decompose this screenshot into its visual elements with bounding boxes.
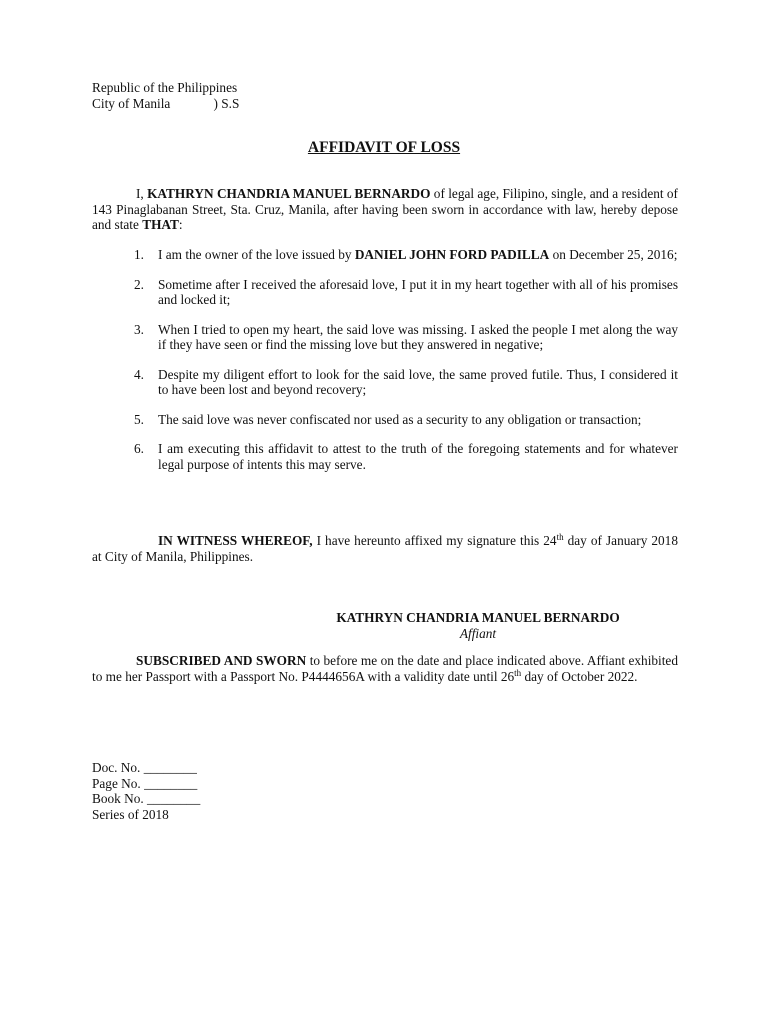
item-number: 5. [134,411,144,427]
item-text: I am executing this affidavit to attest to the truth of the foregoing statements and for whatever legal purpose of intents this may serve. [158,441,678,472]
list-item [134,441,678,472]
jurat-ordinal: th [514,667,522,678]
list-item [134,277,678,308]
witness-lead: IN WITNESS WHEREOF, [158,533,313,548]
page-number: Page No. ________ [92,775,198,791]
affiant-name-intro: KATHRYN CHANDRIA MANUEL BERNARDO [147,186,431,201]
item-number: 4. [134,366,144,382]
intro-post: of legal age, Filipino, single, and a resident of 143 Pinaglabanan Street, Sta. Cruz, Manila, after having been sworn in accordance with law, hereby depose and state [92,186,678,232]
item-text: The said love was never confiscated nor used as a security to any obligation or transaction; [158,411,642,427]
item-text: Despite my diligent effort to look for the said love, the same proved futile. Thus, I considered it to have been lost and beyond recovery; [158,366,678,397]
list-item [134,367,678,398]
item-number: 2. [134,276,144,292]
intro-paragraph [92,186,678,233]
intro-that: THAT [142,217,179,232]
jurat-paragraph [92,653,678,684]
item-text: Sometime after I received the aforesaid love, I put it in my heart together with all of his promises and locked it; [158,276,678,307]
book-number: Book No. ________ [92,791,201,806]
intro-pre: I, [136,186,148,201]
witness-paragraph [92,533,678,564]
item-text: When I tried to open my heart, the said love was missing. I asked the people I met along the way if they have seen or find the missing love but they answered in negative; [158,321,678,352]
item-text: on December 25, 2016; [549,247,678,262]
item-number: 3. [134,321,144,337]
list-item [134,322,678,353]
document-title: AFFIDAVIT OF LOSS [307,139,461,156]
affiant-name: KATHRYN CHANDRIA MANUEL BERNARDO [336,610,620,625]
series-year: Series of 2018 [92,806,169,822]
list-item [134,412,678,428]
intro-colon: : [178,217,183,232]
doc-number: Doc. No. ________ [92,760,197,775]
jurat-text: to before me on the date and place indicated above. Affiant exhibited to me her Passport with a Passport No. P4444656A with a validity date until 26 [92,653,678,684]
witness-ordinal: th [556,532,564,542]
item-number: 1. [134,247,144,262]
jurat-text-end: day of October 2022. [521,668,638,684]
affiant-role: Affiant [459,625,497,641]
document-header [92,80,392,111]
affiant-signature-block [300,610,656,641]
witness-text-end: day of January 2018 at City of Manila, Philippines. [92,533,678,564]
item-number: 6. [134,441,144,456]
notarial-register [92,760,292,822]
header-republic: Republic of the Philippines [92,80,238,95]
jurat-lead: SUBSCRIBED AND SWORN [136,653,307,668]
witness-text: I have hereunto affixed my signature this 24 [312,533,557,548]
item-text: I am the owner of the love issued by [158,247,355,262]
issuer-name: DANIEL JOHN FORD PADILLA [354,247,550,262]
header-city: City of Manila ) S.S [92,95,240,111]
list-item [134,247,678,263]
statement-list [134,247,678,472]
